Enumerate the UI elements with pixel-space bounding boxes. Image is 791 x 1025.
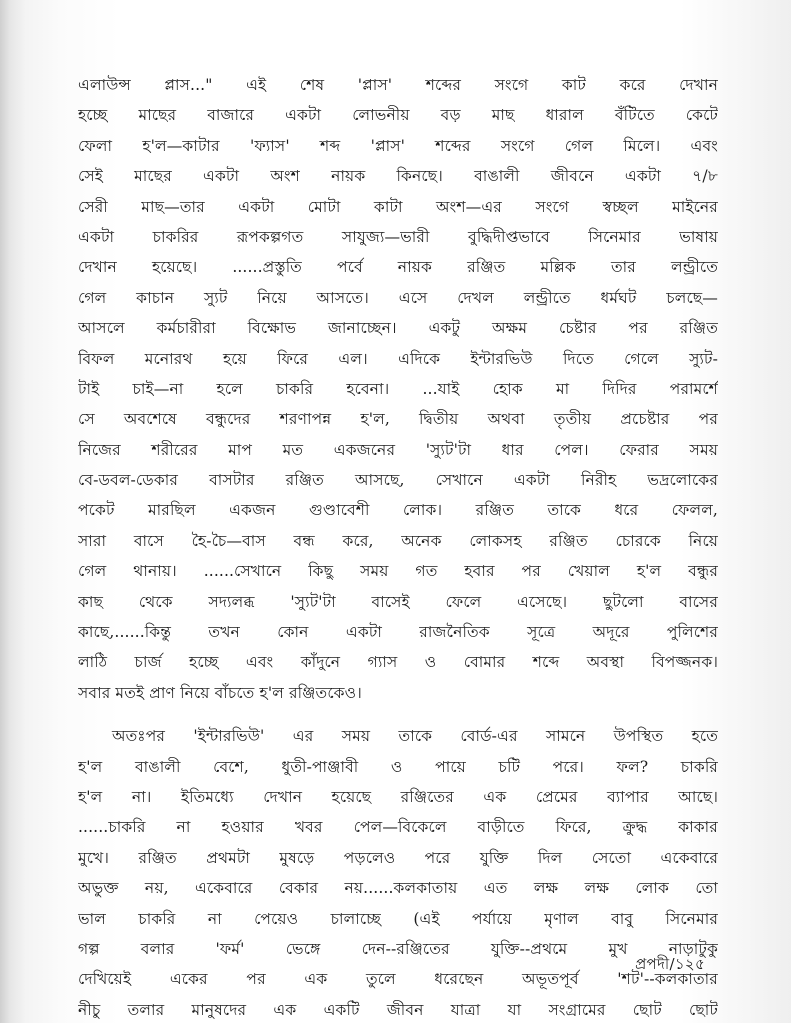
text-line: গেল কাচান স্যুট নিয়ে আসতে। এসে দেখল লন্ড্রীতে ধর্মঘট চলছে—	[78, 288, 718, 307]
text-line: সে অবশেষে বন্ধুদের শরণাপন্ন হ'ল, দ্বিতীয় অথবা তৃতীয় প্রচেষ্টার পর	[78, 410, 718, 429]
document-body	[78, 70, 718, 1025]
text-line: দেখিয়েই একের পর এক তুলে ধরেছেন অভূতপূর্ব 'শট'--কলকাতার	[78, 970, 718, 989]
text-line: হ'ল বাঙালী বেশে, ধুতী-পাঞ্জাবী ও পায়ে চটি পরে। ফল? চাকরি	[78, 757, 718, 776]
text-line: ......চাকরি না হওয়ার খবর পেল—বিকেলে বাড়ীতে ফিরে, ক্রুদ্ধ কাকার	[78, 818, 718, 837]
text-line: গেল থানায়। ......সেখানে কিছু সময় গত হবার পর খেয়াল হ'ল বন্ধুর	[78, 562, 718, 581]
text-line: ফেলা হ'ল—কাটার 'ফ্যাস' শব্দ 'প্লাস' শব্দের সংগে গেল মিলে। এবং	[78, 136, 718, 155]
paragraph-2	[78, 721, 718, 1025]
text-line: নীচু তলার মানুষদের এক একটি জীবন যাত্রা যা সংগ্রামের ছোট ছোট	[78, 1000, 718, 1019]
text-line: কাছ থেকে সদ্যলব্ধ 'স্যুট'টা বাসেই ফেলে এসেছে। ছুটলো বাসের	[78, 592, 718, 611]
text-line: অভুক্ত নয়, একেবারে বেকার নয়......কলকাতায় এত লক্ষ লক্ষ লোক তো	[78, 879, 718, 898]
text-line: লাঠি চার্জ হচ্ছে এবং কাঁদুনে গ্যাস ও বোমার শব্দে অবস্থা বিপজ্জনক।	[78, 653, 718, 672]
text-line: টাই চাই—না হলে চাকরি হবেনা। ...যাই হোক মা দিদির পরামর্শে	[78, 379, 718, 398]
text-line: ভাল চাকরি না পেয়েও চালাচ্ছে (এই পর্যায়ে মৃণাল বাবু সিনেমার	[78, 909, 718, 928]
text-line: এলাউন্স প্লাস..." এই শেষ 'প্লাস' শব্দের সংগে কাট করে দেখান	[78, 76, 718, 94]
text-line: মুখে। রঞ্জিত প্রথমটা মুষড়ে পড়লেও পরে যুক্তি দিল সেতো একেবারে	[78, 848, 718, 867]
text-line: হচ্ছে মাছের বাজারে একটা লোভনীয় বড় মাছ ধারাল বঁটিতে কেটে	[78, 106, 718, 125]
text-line: সবার মতই প্রাণ নিয়ে বাঁচতে হ'ল রঞ্জিতকেও।	[78, 683, 362, 702]
text-line: সারা বাসে হৈ-চৈ—বাস বন্ধ করে, অনেক লোকসহ রঞ্জিত চোরকে নিয়ে	[78, 531, 718, 550]
text-line: অতঃপর 'ইন্টারভিউ' এর সময় তাকে বোর্ড-এর সামনে উপস্থিত হতে	[112, 727, 718, 746]
text-line: দেখান হয়েছে। ......প্রস্তুতি পর্বে নায়ক রঞ্জিত মল্লিক তার লন্ড্রীতে	[78, 258, 718, 277]
text-line: সেই মাছের একটা অংশ নায়ক কিনছে। বাঙালী জীবনে একটা ৭/৮	[78, 167, 718, 186]
text-line: কাছে,......কিন্তু তখন কোন একটা রাজনৈতিক সূত্রে অদূরে পুলিশের	[78, 623, 718, 642]
text-line: পকেট মারছিল একজন গুণ্ডাবেশী লোক। রঞ্জিত তাকে ধরে ফেলল,	[78, 501, 718, 520]
text-line: বে-ডবল-ডেকার বাসটার রঞ্জিত আসছে, সেখানে একটা নিরীহ ভদ্রলোকের	[78, 471, 718, 490]
text-line: নিজের শরীরের মাপ মত একজনের 'স্যুট'টা ধার পেল। ফেরার সময়	[78, 440, 718, 459]
text-line: হ'ল না। ইতিমধ্যে দেখান হয়েছে রঞ্জিতের এক প্রেমের ব্যাপার আছে।	[78, 787, 718, 806]
text-line: গল্প বলার 'ফর্ম' ভেঙ্গে দেন--রঞ্জিতের যুক্তি--প্রথমে মুখ নাড়াটুকু	[78, 939, 718, 958]
text-line: আসলে কর্মচারীরা বিক্ষোভ জানাচ্ছেন। একটু অক্ষম চেষ্টার পর রঞ্জিত	[78, 319, 718, 338]
text-line: বিফল মনোরথ হয়ে ফিরে এল। এদিকে ইন্টারভিউ দিতে গেলে স্যুট-	[78, 349, 718, 368]
paragraph-1	[78, 70, 718, 708]
text-line: একটা চাকরির রূপকল্পগত সাযুজ্য—ভারী বুদ্ধিদীপ্তভাবে সিনেমার ভাষায়	[78, 227, 718, 246]
text-line: সেরী মাছ—তার একটা মোটা কাটা অংশ—এর সংগে স্বচ্ছল মাইনের	[78, 197, 718, 216]
page-number-label: প্রপদী/১২৫	[635, 955, 705, 973]
